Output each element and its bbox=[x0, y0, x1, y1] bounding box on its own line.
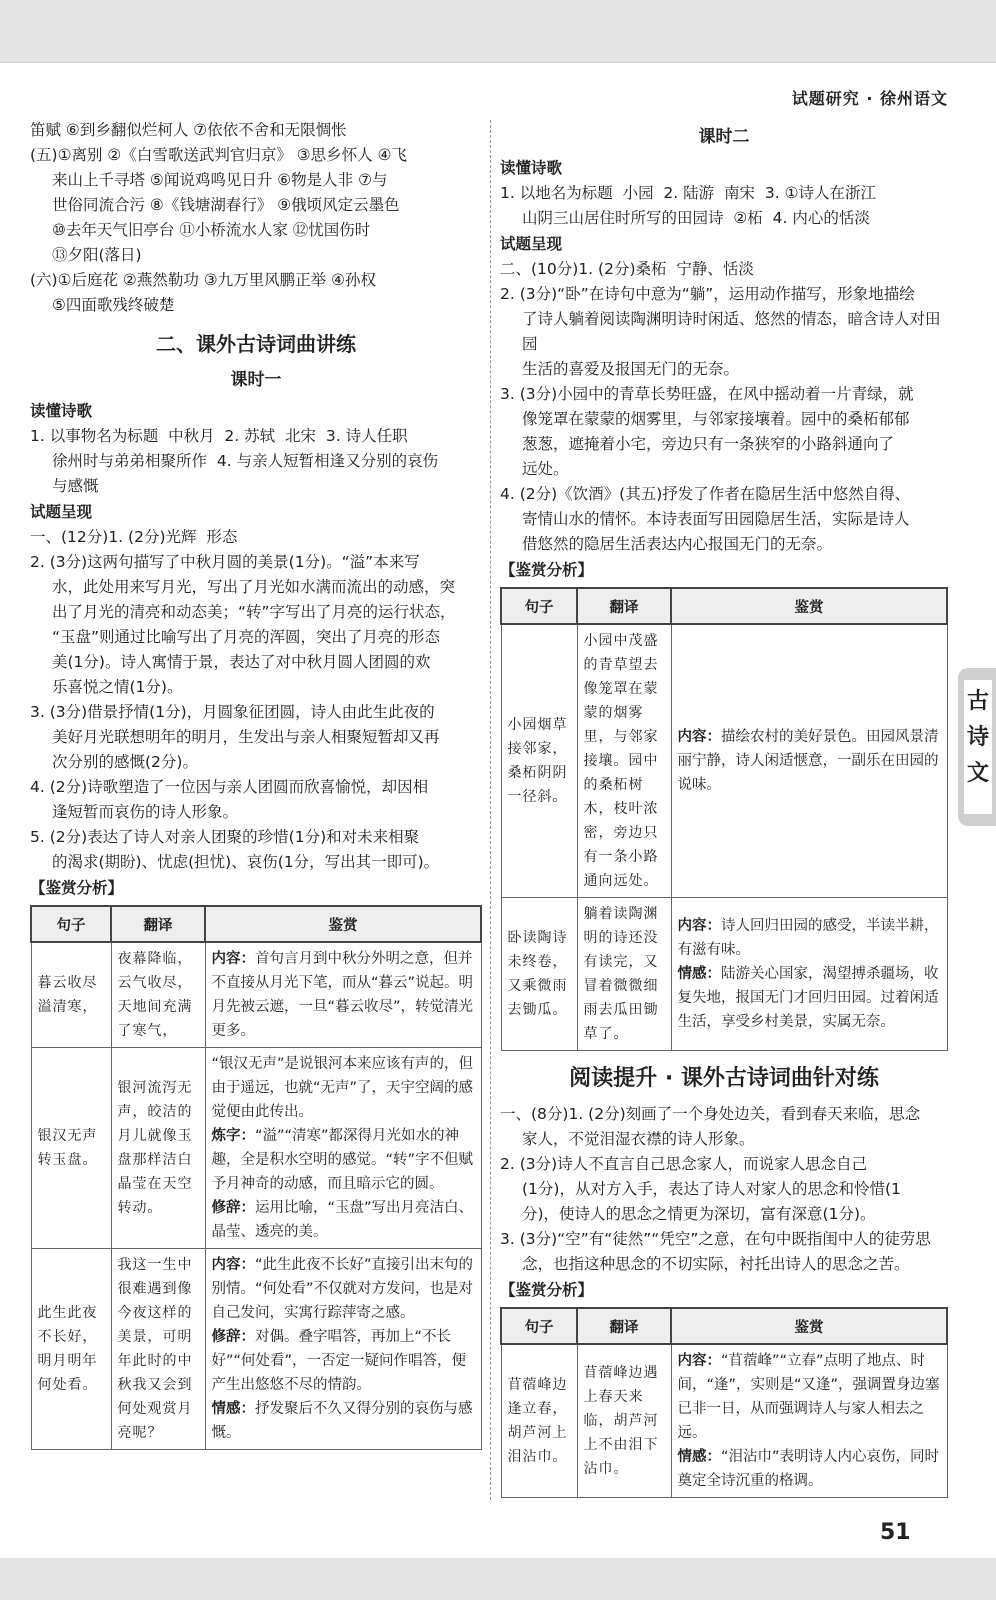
row-sentence: 卧读陶诗未终卷，又乘微雨去锄瓜。 bbox=[501, 898, 577, 1051]
text-line: 的渴求(期盼)、忧虑(担忧)、哀伤(1分，写出其一即可)。 bbox=[52, 853, 440, 871]
text-line: 远处。 bbox=[522, 460, 569, 478]
table-header-appreciation: 鉴赏 bbox=[671, 1308, 947, 1344]
appreciation-text: “泪沾巾”表明诗人内心哀伤，同时奠定全诗沉重的格调。 bbox=[677, 1449, 940, 1489]
read-answers bbox=[30, 424, 482, 499]
text-line: 徐州时与弟弟相聚所作 4. 与亲人短暂相逢又分别的哀伤 bbox=[52, 452, 439, 470]
appreciation-text: “苜蓿峰”“立春”点明了地点、时间，“逢”，实则是“又逢”，强调置身边塞已非一日，从而强调诗人与家人相去之远。 bbox=[677, 1353, 940, 1441]
row-sentence: 此生此夜不长好，明月明年何处看。 bbox=[31, 1249, 111, 1450]
text-line: 一、(8分)1. (2分)刻画了一个身处边关，看到春天来临，思念 bbox=[500, 1105, 921, 1123]
analysis-label-2: 【鉴赏分析】 bbox=[500, 561, 594, 579]
side-tab-char: 古 bbox=[966, 689, 989, 714]
appreciation-key: 情感： bbox=[677, 1449, 721, 1465]
text-line: 借悠然的隐居生活表达内心报国无门的无奈。 bbox=[522, 535, 833, 553]
section-title: 二、课外古诗词曲讲练 bbox=[156, 332, 356, 356]
text-line: 生活的喜爱及报国无门的无奈。 bbox=[522, 360, 740, 378]
column-divider bbox=[490, 120, 491, 1500]
intro-answers bbox=[30, 118, 482, 318]
text-line: 5. (2分)表达了诗人对亲人团聚的珍惜(1分)和对未来相聚 bbox=[30, 828, 420, 846]
appreciation-text: 抒发聚后不久又得分别的哀伤与感慨。 bbox=[211, 1401, 473, 1441]
analysis-label: 【鉴赏分析】 bbox=[30, 879, 124, 897]
row-translation: 银河流泻无声，皎洁的月儿就像玉盘那样洁白晶莹在天空转动。 bbox=[111, 1048, 205, 1249]
top-scan-bar bbox=[0, 0, 996, 63]
text-line: 乐喜悦之情(1分)。 bbox=[52, 678, 183, 696]
table-header-sentence: 句子 bbox=[501, 588, 577, 624]
row-appreciation bbox=[671, 624, 947, 898]
text-line: 二、(10分)1. (2分)桑柘 宁静、恬淡 bbox=[500, 260, 754, 278]
row-translation: 小园中茂盛的青草望去像笼罩在蒙蒙的烟雾里，与邻家接壤。园中的桑柘树木，枝叶浓密，旁边只有一条小路通向远处。 bbox=[577, 624, 671, 898]
text-line: 3. (3分)小园中的青草长势旺盛，在风中摇动着一片青绿，就 bbox=[500, 385, 914, 403]
table-row bbox=[501, 1344, 947, 1498]
text-line: 与感慨 bbox=[52, 477, 99, 495]
text-line: 像笼罩在蒙蒙的烟雾里，与邻家接壤着。园中的桑柘郁郁 bbox=[522, 410, 910, 428]
appreciation-text: “溢”“清寒”都深得月光如水的神趣，全是积水空明的感觉。“转”字不但赋予月神奇的动感，而且暗示它的圆。 bbox=[211, 1128, 474, 1192]
text-line: 1. 以事物名为标题 中秋月 2. 苏轼 北宋 3. 诗人任职 bbox=[30, 427, 408, 445]
header-tag: 试题研究 · 徐州语文 bbox=[791, 89, 948, 108]
text-line: ⑩去年天气旧亭台 ⑪小桥流水人家 ⑫忧国伤时 bbox=[52, 221, 371, 239]
appreciation-item bbox=[212, 1196, 475, 1244]
text-line: 家人，不觉泪湿衣襟的诗人形象。 bbox=[522, 1130, 755, 1148]
appreciation-item bbox=[212, 947, 475, 1043]
appreciation-text: 描绘农村的美好景色。田园风景清丽宁静，诗人闲适惬意，一副乐在田园的说味。 bbox=[677, 729, 939, 793]
appreciation-item bbox=[678, 1445, 941, 1493]
text-line: 山阴三山居住时所写的田园诗 ②柘 4. 内心的恬淡 bbox=[522, 209, 870, 227]
reading-title: 阅读提升 · 课外古诗词曲针对练 bbox=[569, 1066, 879, 1091]
read-answers-2 bbox=[500, 181, 948, 231]
text-line: 葱葱，遮掩着小宅，旁边只有一条狭窄的小路斜通向了 bbox=[522, 435, 895, 453]
row-sentence: 银汉无声转玉盘。 bbox=[31, 1048, 111, 1249]
text-line: 美好月光联想明年的明月，生发出与亲人相聚短暂却又再 bbox=[52, 728, 440, 746]
row-appreciation bbox=[671, 898, 947, 1051]
table-header-translation: 翻译 bbox=[111, 906, 205, 942]
exam-label-2: 试题呈现 bbox=[500, 235, 563, 253]
table-header-appreciation: 鉴赏 bbox=[671, 588, 947, 624]
text-line: ⑬夕阳(落日) bbox=[52, 246, 142, 264]
text-line: 次分别的感慨(2分)。 bbox=[52, 753, 198, 771]
appreciation-text: 运用比喻，“玉盘”写出月亮洁白、晶莹、透亮的美。 bbox=[211, 1200, 474, 1240]
appreciation-text: “此生此夜不长好”直接引出末句的别情。“何处看”不仅就对方发问，也是对自己发问，实寓行踪萍寄之感。 bbox=[211, 1257, 474, 1321]
text-line: 1. 以地名为标题 小园 2. 陆游 南宋 3. ①诗人在浙江 bbox=[500, 184, 876, 202]
text-line: 出了月光的清亮和动态美；“转”字写出了月亮的运行状态， bbox=[52, 603, 456, 621]
analysis-table-2 bbox=[500, 587, 948, 1051]
appreciation-key: 情感： bbox=[677, 966, 721, 982]
row-translation: 夜幕降临，云气收尽，天地间充满了寒气， bbox=[111, 942, 205, 1048]
appreciation-text: “银汉无声”是说银河本来应该有声的，但由于遥远，也就“无声”了，天宇空阔的感觉便由此传出。 bbox=[211, 1056, 474, 1120]
text-line: 一、(12分)1. (2分)光辉 形态 bbox=[30, 528, 238, 546]
table-row bbox=[31, 1048, 481, 1249]
analysis-table-3 bbox=[500, 1307, 948, 1498]
appreciation-key: 情感： bbox=[211, 1401, 255, 1417]
text-line: (五)①离别 ②《白雪歌送武判官归京》 ③思乡怀人 ④飞 bbox=[30, 146, 407, 164]
right-column bbox=[500, 118, 948, 1498]
row-translation: 苜蓿峰边遇上春天来临，胡芦河上不由泪下沾巾。 bbox=[577, 1344, 671, 1498]
row-sentence: 苜蓿峰边逢立春，胡芦河上泪沾巾。 bbox=[501, 1344, 577, 1498]
text-line: 世俗同流合污 ⑧《钱塘湖春行》 ⑨俄顷风定云墨色 bbox=[52, 196, 400, 214]
appreciation-item bbox=[678, 914, 941, 962]
text-line: (1分)，从对方入手，表达了诗人对家人的思念和怜惜(1 bbox=[522, 1180, 901, 1198]
table-header-sentence: 句子 bbox=[501, 1308, 577, 1344]
row-translation: 躺着读陶渊明的诗还没有读完，又冒着微微细雨去瓜田锄草了。 bbox=[577, 898, 671, 1051]
exam-label: 试题呈现 bbox=[30, 503, 93, 521]
reading-answers bbox=[500, 1102, 948, 1277]
text-line: ⑤四面歌残终破楚 bbox=[52, 296, 175, 314]
appreciation-key: 内容： bbox=[677, 1353, 721, 1369]
appreciation-item bbox=[678, 1349, 941, 1445]
side-tab-char: 诗 bbox=[966, 725, 989, 750]
side-tab-char: 文 bbox=[966, 761, 989, 786]
read-label: 读懂诗歌 bbox=[30, 402, 93, 420]
lesson-title: 课时一 bbox=[230, 370, 282, 390]
side-tab-label bbox=[964, 680, 992, 814]
appreciation-text: 诗人回归田园的感受，半读半耕，有滋有味。 bbox=[677, 918, 939, 958]
analysis-table bbox=[30, 905, 482, 1450]
table-row bbox=[501, 898, 947, 1051]
lesson-title-2: 课时二 bbox=[698, 127, 750, 147]
appreciation-item bbox=[678, 725, 941, 797]
appreciation-item bbox=[212, 1253, 475, 1325]
analysis-label-3: 【鉴赏分析】 bbox=[500, 1281, 594, 1299]
row-sentence: 暮云收尽溢清寒， bbox=[31, 942, 111, 1048]
row-appreciation bbox=[205, 1048, 481, 1249]
left-column bbox=[30, 118, 482, 1450]
exam-answers-2 bbox=[500, 257, 948, 557]
appreciation-item bbox=[212, 1052, 475, 1124]
text-line: 水，此处用来写月光，写出了月光如水满而流出的动感，突 bbox=[52, 578, 456, 596]
exam-answers bbox=[30, 525, 482, 875]
appreciation-item bbox=[678, 962, 941, 1034]
text-line: 念，也指这种思念的不切实际，衬托出诗人的思念之苦。 bbox=[522, 1255, 910, 1273]
text-line: 2. (3分)诗人不直言自己思念家人，而说家人思念自己 bbox=[500, 1155, 868, 1173]
text-line: 美(1分)。诗人寓情于景，表达了对中秋月圆人团圆的欢 bbox=[52, 653, 431, 671]
table-header-translation: 翻译 bbox=[577, 1308, 671, 1344]
table-row bbox=[501, 624, 947, 898]
appreciation-text: 对偶。叠字唱答，再加上“不长好”“何处看”，一否定一疑问作唱答，便产生出悠悠不尽的情韵。 bbox=[211, 1329, 467, 1393]
text-line: 3. (3分)“空”有“徒然”“凭空”之意，在句中既指闺中人的徒劳思 bbox=[500, 1230, 931, 1248]
text-line: 3. (3分)借景抒情(1分)，月圆象征团圆，诗人由此生此夜的 bbox=[30, 703, 435, 721]
table-header-translation: 翻译 bbox=[577, 588, 671, 624]
read-label-2: 读懂诗歌 bbox=[500, 159, 563, 177]
text-line: 了诗人躺着阅读陶渊明诗时闲适、悠然的情态，暗含诗人对田园 bbox=[522, 310, 941, 353]
text-line: 逢短暂而哀伤的诗人形象。 bbox=[52, 803, 239, 821]
appreciation-item bbox=[212, 1124, 475, 1196]
row-appreciation bbox=[205, 1249, 481, 1450]
row-appreciation bbox=[205, 942, 481, 1048]
bottom-scan-bar bbox=[0, 1558, 996, 1600]
page-number: 51 bbox=[880, 1520, 911, 1545]
text-line: 4. (2分)《饮酒》(其五)抒发了作者在隐居生活中悠然自得、 bbox=[500, 485, 911, 503]
appreciation-key: 内容： bbox=[211, 951, 255, 967]
appreciation-key: 修辞： bbox=[211, 1200, 255, 1216]
text-line: 笛赋 ⑥到乡翻似烂柯人 ⑦依依不舍和无限惆怅 bbox=[30, 121, 347, 139]
appreciation-text: 首句言月到中秋分外明之意，但并不直接从月光下笔，而从“暮云”说起。明月先被云遮，一旦“暮云收尽”，转觉清光更多。 bbox=[211, 951, 474, 1039]
text-line: 来山上千寻塔 ⑤闻说鸡鸣见日升 ⑥物是人非 ⑦与 bbox=[52, 171, 388, 189]
appreciation-item bbox=[212, 1397, 475, 1445]
table-row bbox=[31, 942, 481, 1048]
table-row bbox=[31, 1249, 481, 1450]
text-line: 寄情山水的情怀。本诗表面写田园隐居生活，实际是诗人 bbox=[522, 510, 910, 528]
appreciation-item bbox=[212, 1325, 475, 1397]
appreciation-key: 内容： bbox=[677, 918, 721, 934]
text-line: 分)，使诗人的思念之情更为深切，富有深意(1分)。 bbox=[522, 1205, 876, 1223]
text-line: (六)①后庭花 ②燕然勒功 ③九万里风鹏正举 ④孙权 bbox=[30, 271, 376, 289]
appreciation-key: 修辞： bbox=[211, 1329, 255, 1345]
appreciation-key: 内容： bbox=[677, 729, 721, 745]
table-header-sentence: 句子 bbox=[31, 906, 111, 942]
appreciation-key: 内容： bbox=[211, 1257, 255, 1273]
text-line: 4. (2分)诗歌塑造了一位因与亲人团圆而欣喜愉悦，却因相 bbox=[30, 778, 429, 796]
text-line: “玉盘”则通过比喻写出了月亮的浑圆，突出了月亮的形态 bbox=[52, 628, 441, 646]
row-sentence: 小园烟草接邻家，桑柘阴阴一径斜。 bbox=[501, 624, 577, 898]
text-line: 2. (3分)“卧”在诗句中意为“躺”，运用动作描写，形象地描绘 bbox=[500, 285, 915, 303]
appreciation-text: 陆游关心国家，渴望搏杀疆场，收复失地，报国无门才回归田园。过着闲适生活，享受乡村美景，实属无奈。 bbox=[677, 966, 939, 1030]
appreciation-key: 炼字： bbox=[211, 1128, 255, 1144]
row-translation: 我这一生中很难遇到像今夜这样的美景，可明年此时的中秋我又会到何处观赏月亮呢？ bbox=[111, 1249, 205, 1450]
table-header-appreciation: 鉴赏 bbox=[205, 906, 481, 942]
row-appreciation bbox=[671, 1344, 947, 1498]
text-line: 2. (3分)这两句描写了中秋月圆的美景(1分)。“溢”本来写 bbox=[30, 553, 420, 571]
